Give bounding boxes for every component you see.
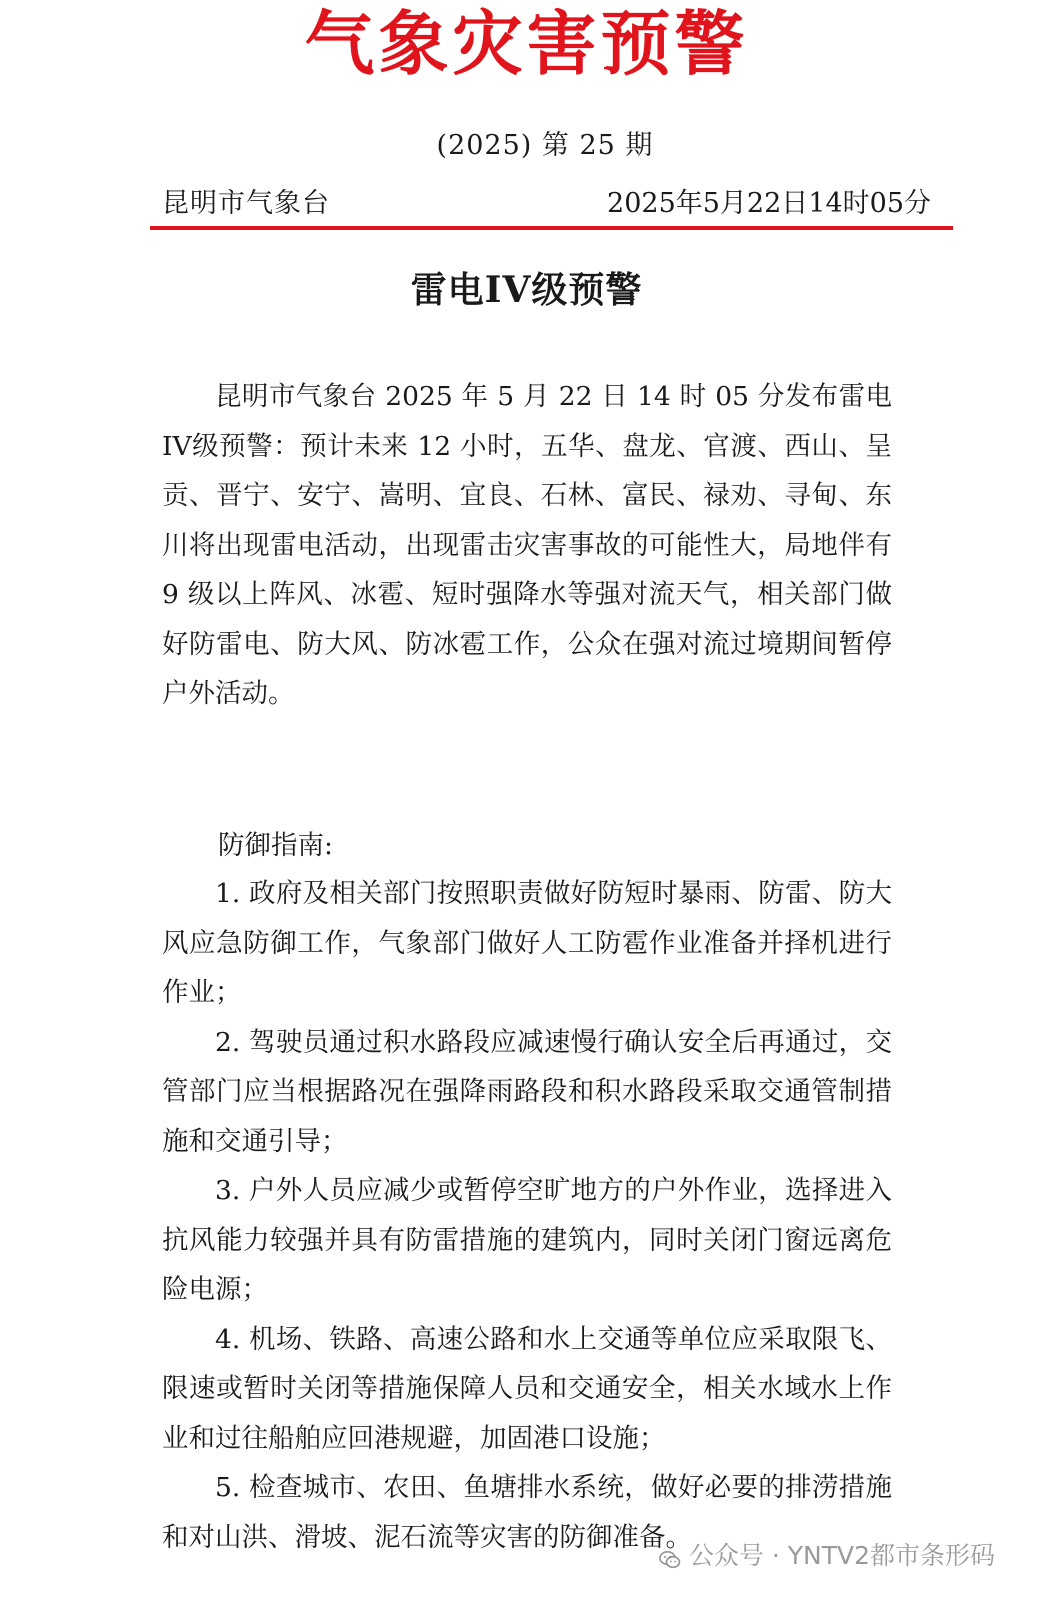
document-header-title: 气象灾害预警 — [304, 3, 749, 85]
issue-timestamp: 2025年5月22日14时05分 — [607, 188, 931, 219]
warning-title: 雷电IV级预警 — [410, 269, 643, 311]
header-divider — [150, 226, 953, 230]
defense-guide-heading: 防御指南: — [218, 830, 333, 861]
issue-number: (2025) 第 25 期 — [436, 130, 654, 161]
issuer-name: 昆明市气象台 — [162, 188, 330, 219]
guide-item: 3. 户外人员应减少或暂停空旷地方的户外作业，选择进入抗风能力较强并具有防雷措施的建筑内，同时关闭门窗远离危险电源； — [162, 1175, 892, 1305]
defense-guide-list — [162, 869, 892, 1562]
watermark-text: 公众号 · YNTV2都市条形码 — [688, 1541, 995, 1570]
guide-item: 2. 驾驶员通过积水路段应减速慢行确认安全后再通过，交管部门应当根据路况在强降雨路段和积水路段采取交通管制措施和交通引导； — [162, 1026, 892, 1157]
guide-item: 1. 政府及相关部门按照职责做好防短时暴雨、防雷、防大风应急防御工作，气象部门做好人工防雹作业准备并择机进行作业； — [162, 878, 892, 1008]
wechat-icon — [659, 1545, 681, 1567]
warning-intro-paragraph: 昆明市气象台 2025 年 5 月 22 日 14 时 05 分发布雷电IV级预警：预计未来 12 小时，五华、盘龙、官渡、西山、呈贡、晋宁、安宁、嵩明、宜良、石林、富民、禄劝、寻甸、东川将出现雷电活动，出现雷击灾害事故的可能性大，局地伴有 9 级以上阵风、冰雹、短时强降水等强对流天气，相关部门做好防雷电、防大风、防冰雹工作，公众在强对流过境期间暂停户外活动。 — [162, 381, 892, 709]
guide-item: 4. 机场、铁路、高速公路和水上交通等单位应采取限飞、限速或暂时关闭等措施保障人员和交通安全，相关水域水上作业和过往船舶应回港规避，加固港口设施； — [162, 1323, 892, 1454]
source-watermark — [659, 1538, 995, 1574]
guide-item: 5. 检查城市、农田、鱼塘排水系统，做好必要的排涝措施和对山洪、滑坡、泥石流等灾害的防御准备。 — [162, 1472, 892, 1553]
